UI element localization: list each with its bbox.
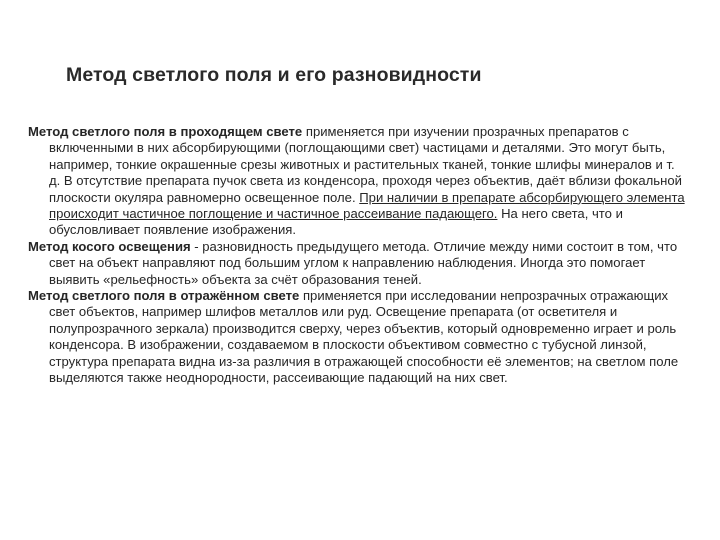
paragraph-lead: Метод светлого поля в отражённом свете [28, 288, 300, 304]
slide-title: Метод светлого поля и его разновидности [66, 64, 482, 86]
paragraph-text: - разновидность предыдущего метода. Отличие между ними состоит в том, что свет на объект направляют под большим углом к направлению наблюдения. Иногда это помогает выявить «рельефность» объекта за счёт образования теней. [49, 238, 678, 287]
paragraph-bright-field-transmitted [28, 124, 688, 239]
paragraph-lead: Метод светлого поля в проходящем свете [28, 124, 303, 139]
paragraph-bright-field-reflected [28, 288, 688, 386]
paragraph-text-continued: На него света, что и обусловливает появление изображения. [49, 206, 623, 238]
paragraph-oblique-illumination [28, 239, 688, 288]
paragraph-underlined-text: При наличии в препарате абсорбирующего элемента происходит частичное поглощение и частичное рассеивание падающего. [49, 189, 685, 222]
slide-body [28, 124, 688, 387]
paragraph-text: применяется при исследовании непрозрачных отражающих свет объектов, например шлифов металлов или руд. Освещение препарата (от осветителя и полупрозрачного зеркала) производится сверху, через объектив, который одновременно играет и роль конденсора. В изображении, создаваемом в плоскости объективом совместно с тубусной линзой, структура препарата видна из-за различия в отражающей способности её элементов; на светлом поле выделяются также неоднородности, рассеивающие падающий на них свет. [49, 288, 679, 386]
paragraph-lead: Метод косого освещения [28, 238, 191, 254]
paragraph-text: применяется при изучении прозрачных препаратов с включенными в них абсорбирующими (поглощающими свет) частицами и деталями. Это могут быть, например, тонкие окрашенные срезы животных и растительных тканей, тонкие шлифы минералов и т. д. В отсутствие препарата пучок света из конденсора, проходя через объектив, даёт вблизи фокальной плоскости окуляра равномерно освещенное поле. [49, 124, 682, 205]
